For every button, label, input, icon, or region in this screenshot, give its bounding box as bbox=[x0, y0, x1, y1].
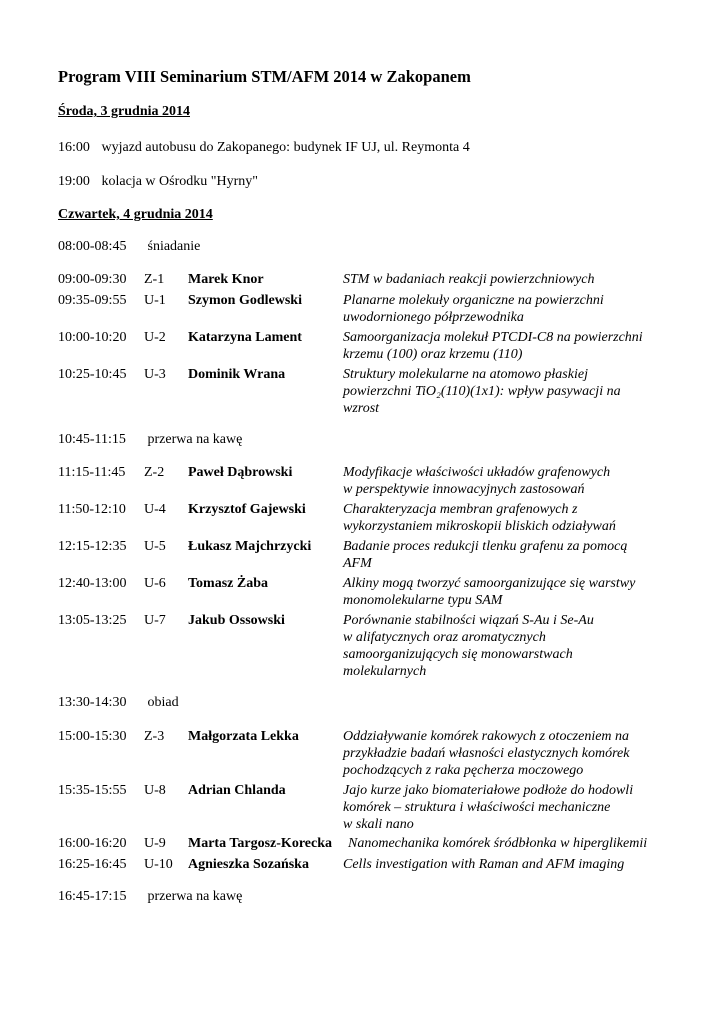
schedule-item bbox=[58, 173, 258, 190]
talk-time: 09:35-09:55 bbox=[58, 293, 127, 308]
talk-time: 09:00-09:30 bbox=[58, 272, 127, 287]
day-heading-wednesday: Środa, 3 grudnia 2014 bbox=[58, 104, 190, 119]
talk-speaker: Tomasz Żaba bbox=[188, 576, 269, 591]
schedule-item-breakfast bbox=[58, 238, 200, 255]
talk-speaker: Szymon Godlewski bbox=[188, 293, 302, 308]
talk-speaker: Dominik Wrana bbox=[188, 367, 286, 382]
talk-speaker: Marta Targosz-Korecka bbox=[188, 836, 332, 851]
talk-speaker: Paweł Dąbrowski bbox=[188, 465, 293, 480]
item-time: 08:00-08:45 bbox=[58, 239, 127, 254]
talk-code: Z-3 bbox=[144, 729, 165, 744]
talk-title-line: uwodornionego półprzewodnika bbox=[343, 310, 524, 325]
day-heading-thursday: Czwartek, 4 grudnia 2014 bbox=[58, 207, 213, 222]
talk-title-line: Planarne molekuły organiczne na powierzchni bbox=[343, 293, 604, 308]
talk-title-line: molekularnych bbox=[343, 664, 427, 679]
talk-title bbox=[343, 271, 683, 288]
schedule-item-coffee-break bbox=[58, 888, 242, 905]
talk-time: 12:40-13:00 bbox=[58, 576, 127, 591]
talk-title-line: Jajo kurze jako biomateriałowe podłoże do hodowli bbox=[343, 783, 634, 798]
talk-time: 10:00-10:20 bbox=[58, 330, 127, 345]
talk-title-line: Nanomechanika komórek śródbłonka w hiperglikemii bbox=[348, 836, 648, 851]
talk-code: U-6 bbox=[144, 576, 166, 591]
item-time: 10:45-11:15 bbox=[58, 432, 126, 447]
item-time: 19:00 bbox=[58, 174, 90, 189]
item-text: przerwa na kawę bbox=[147, 432, 243, 447]
item-time: 13:30-14:30 bbox=[58, 695, 127, 710]
talk-code: U-4 bbox=[144, 502, 166, 517]
talk-code: U-8 bbox=[144, 783, 166, 798]
talk-title-line: Charakteryzacja membran grafenowych z bbox=[343, 502, 578, 517]
talk-code: U-10 bbox=[144, 857, 173, 872]
talk-code: U-7 bbox=[144, 613, 166, 628]
talk-title bbox=[343, 856, 683, 873]
talk-title-line: STM w badaniach reakcji powierzchniowych bbox=[343, 272, 595, 287]
talk-title-line: Alkiny mogą tworzyć samoorganizujące się warstwy bbox=[343, 576, 636, 591]
talk-title bbox=[343, 464, 683, 498]
talk-time: 11:15-11:45 bbox=[58, 465, 126, 480]
talk-speaker: Adrian Chlanda bbox=[188, 783, 286, 798]
talk-title bbox=[343, 575, 683, 609]
talk-title-line: samoorganizujących się monowarstwach bbox=[343, 647, 573, 662]
talk-title bbox=[343, 728, 683, 779]
item-time: 16:00 bbox=[58, 140, 90, 155]
talk-title-line: Struktury molekularne na atomowo płaskiej bbox=[343, 367, 588, 382]
talk-title-line: Cells investigation with Raman and AFM imaging bbox=[343, 857, 625, 872]
talk-title-line: Porównanie stabilności wiązań S-Au i Se-Au bbox=[343, 613, 594, 628]
talk-code: U-3 bbox=[144, 367, 166, 382]
talk-speaker: Katarzyna Lament bbox=[188, 330, 302, 345]
talk-title-line: Oddziaływanie komórek rakowych z otoczeniem na bbox=[343, 729, 630, 744]
talk-title-line: powierzchni TiO₂(110)(1x1): wpływ pasywacji na bbox=[343, 384, 621, 399]
talk-title-line: wykorzystaniem mikroskopii bliskich odziaływań bbox=[343, 519, 616, 534]
talk-title-line: w skali nano bbox=[343, 817, 414, 832]
talk-speaker: Agnieszka Sozańska bbox=[188, 857, 309, 872]
item-text: przerwa na kawę bbox=[147, 889, 243, 904]
talk-speaker: Jakub Ossowski bbox=[188, 613, 285, 628]
item-text: kolacja w Ośrodku "Hyrny" bbox=[101, 174, 258, 189]
talk-time: 16:25-16:45 bbox=[58, 857, 127, 872]
talk-title-line: krzemu (100) oraz krzemu (110) bbox=[343, 347, 523, 362]
schedule-item-coffee-break bbox=[58, 431, 242, 448]
schedule-item bbox=[58, 139, 470, 156]
talk-speaker: Krzysztof Gajewski bbox=[188, 502, 306, 517]
talk-speaker: Małgorzata Lekka bbox=[188, 729, 299, 744]
talk-title bbox=[343, 329, 683, 363]
talk-title bbox=[348, 835, 688, 852]
talk-title-line: Modyfikacje właściwości układów grafenowych bbox=[343, 465, 611, 480]
schedule-item-lunch bbox=[58, 694, 179, 711]
talk-code: U-9 bbox=[144, 836, 166, 851]
talk-title bbox=[343, 366, 683, 417]
talk-time: 16:00-16:20 bbox=[58, 836, 127, 851]
talk-code: Z-1 bbox=[144, 272, 165, 287]
talk-time: 15:35-15:55 bbox=[58, 783, 127, 798]
talk-title-line: pochodzących z raka pęcherza moczowego bbox=[343, 763, 584, 778]
talk-title-line: przykładzie badań własności elastycznych komórek bbox=[343, 746, 630, 761]
talk-time: 13:05-13:25 bbox=[58, 613, 127, 628]
item-text: wyjazd autobusu do Zakopanego: budynek IF UJ, ul. Reymonta 4 bbox=[101, 140, 470, 155]
talk-speaker: Łukasz Majchrzycki bbox=[188, 539, 312, 554]
talk-time: 10:25-10:45 bbox=[58, 367, 127, 382]
item-text: obiad bbox=[147, 695, 179, 710]
talk-title bbox=[343, 782, 683, 833]
talk-time: 15:00-15:30 bbox=[58, 729, 127, 744]
item-time: 16:45-17:15 bbox=[58, 889, 127, 904]
talk-title bbox=[343, 501, 683, 535]
talk-code: U-2 bbox=[144, 330, 166, 345]
talk-title bbox=[343, 292, 683, 326]
talk-code: U-5 bbox=[144, 539, 166, 554]
talk-title bbox=[343, 538, 683, 572]
talk-title-line: AFM bbox=[343, 556, 372, 571]
talk-speaker: Marek Knor bbox=[188, 272, 264, 287]
item-text: śniadanie bbox=[147, 239, 201, 254]
talk-title-line: Samoorganizacja molekuł PTCDI-C8 na powierzchni bbox=[343, 330, 643, 345]
talk-code: U-1 bbox=[144, 293, 166, 308]
talk-title-line: w alifatycznych oraz aromatycznych bbox=[343, 630, 546, 645]
talk-time: 11:50-12:10 bbox=[58, 502, 126, 517]
talk-title-line: monomolekularne typu SAM bbox=[343, 593, 503, 608]
talk-title-line: komórek – struktura i właściwości mechaniczne bbox=[343, 800, 611, 815]
talk-title bbox=[343, 612, 683, 680]
talk-title-line: w perspektywie innowacyjnych zastosowań bbox=[343, 482, 585, 497]
talk-title-line: Badanie proces redukcji tlenku grafenu za pomocą bbox=[343, 539, 628, 554]
talk-code: Z-2 bbox=[144, 465, 165, 480]
page-title: Program VIII Seminarium STM/AFM 2014 w Zakopanem bbox=[58, 67, 471, 86]
talk-title-line: wzrost bbox=[343, 401, 380, 416]
talk-time: 12:15-12:35 bbox=[58, 539, 127, 554]
